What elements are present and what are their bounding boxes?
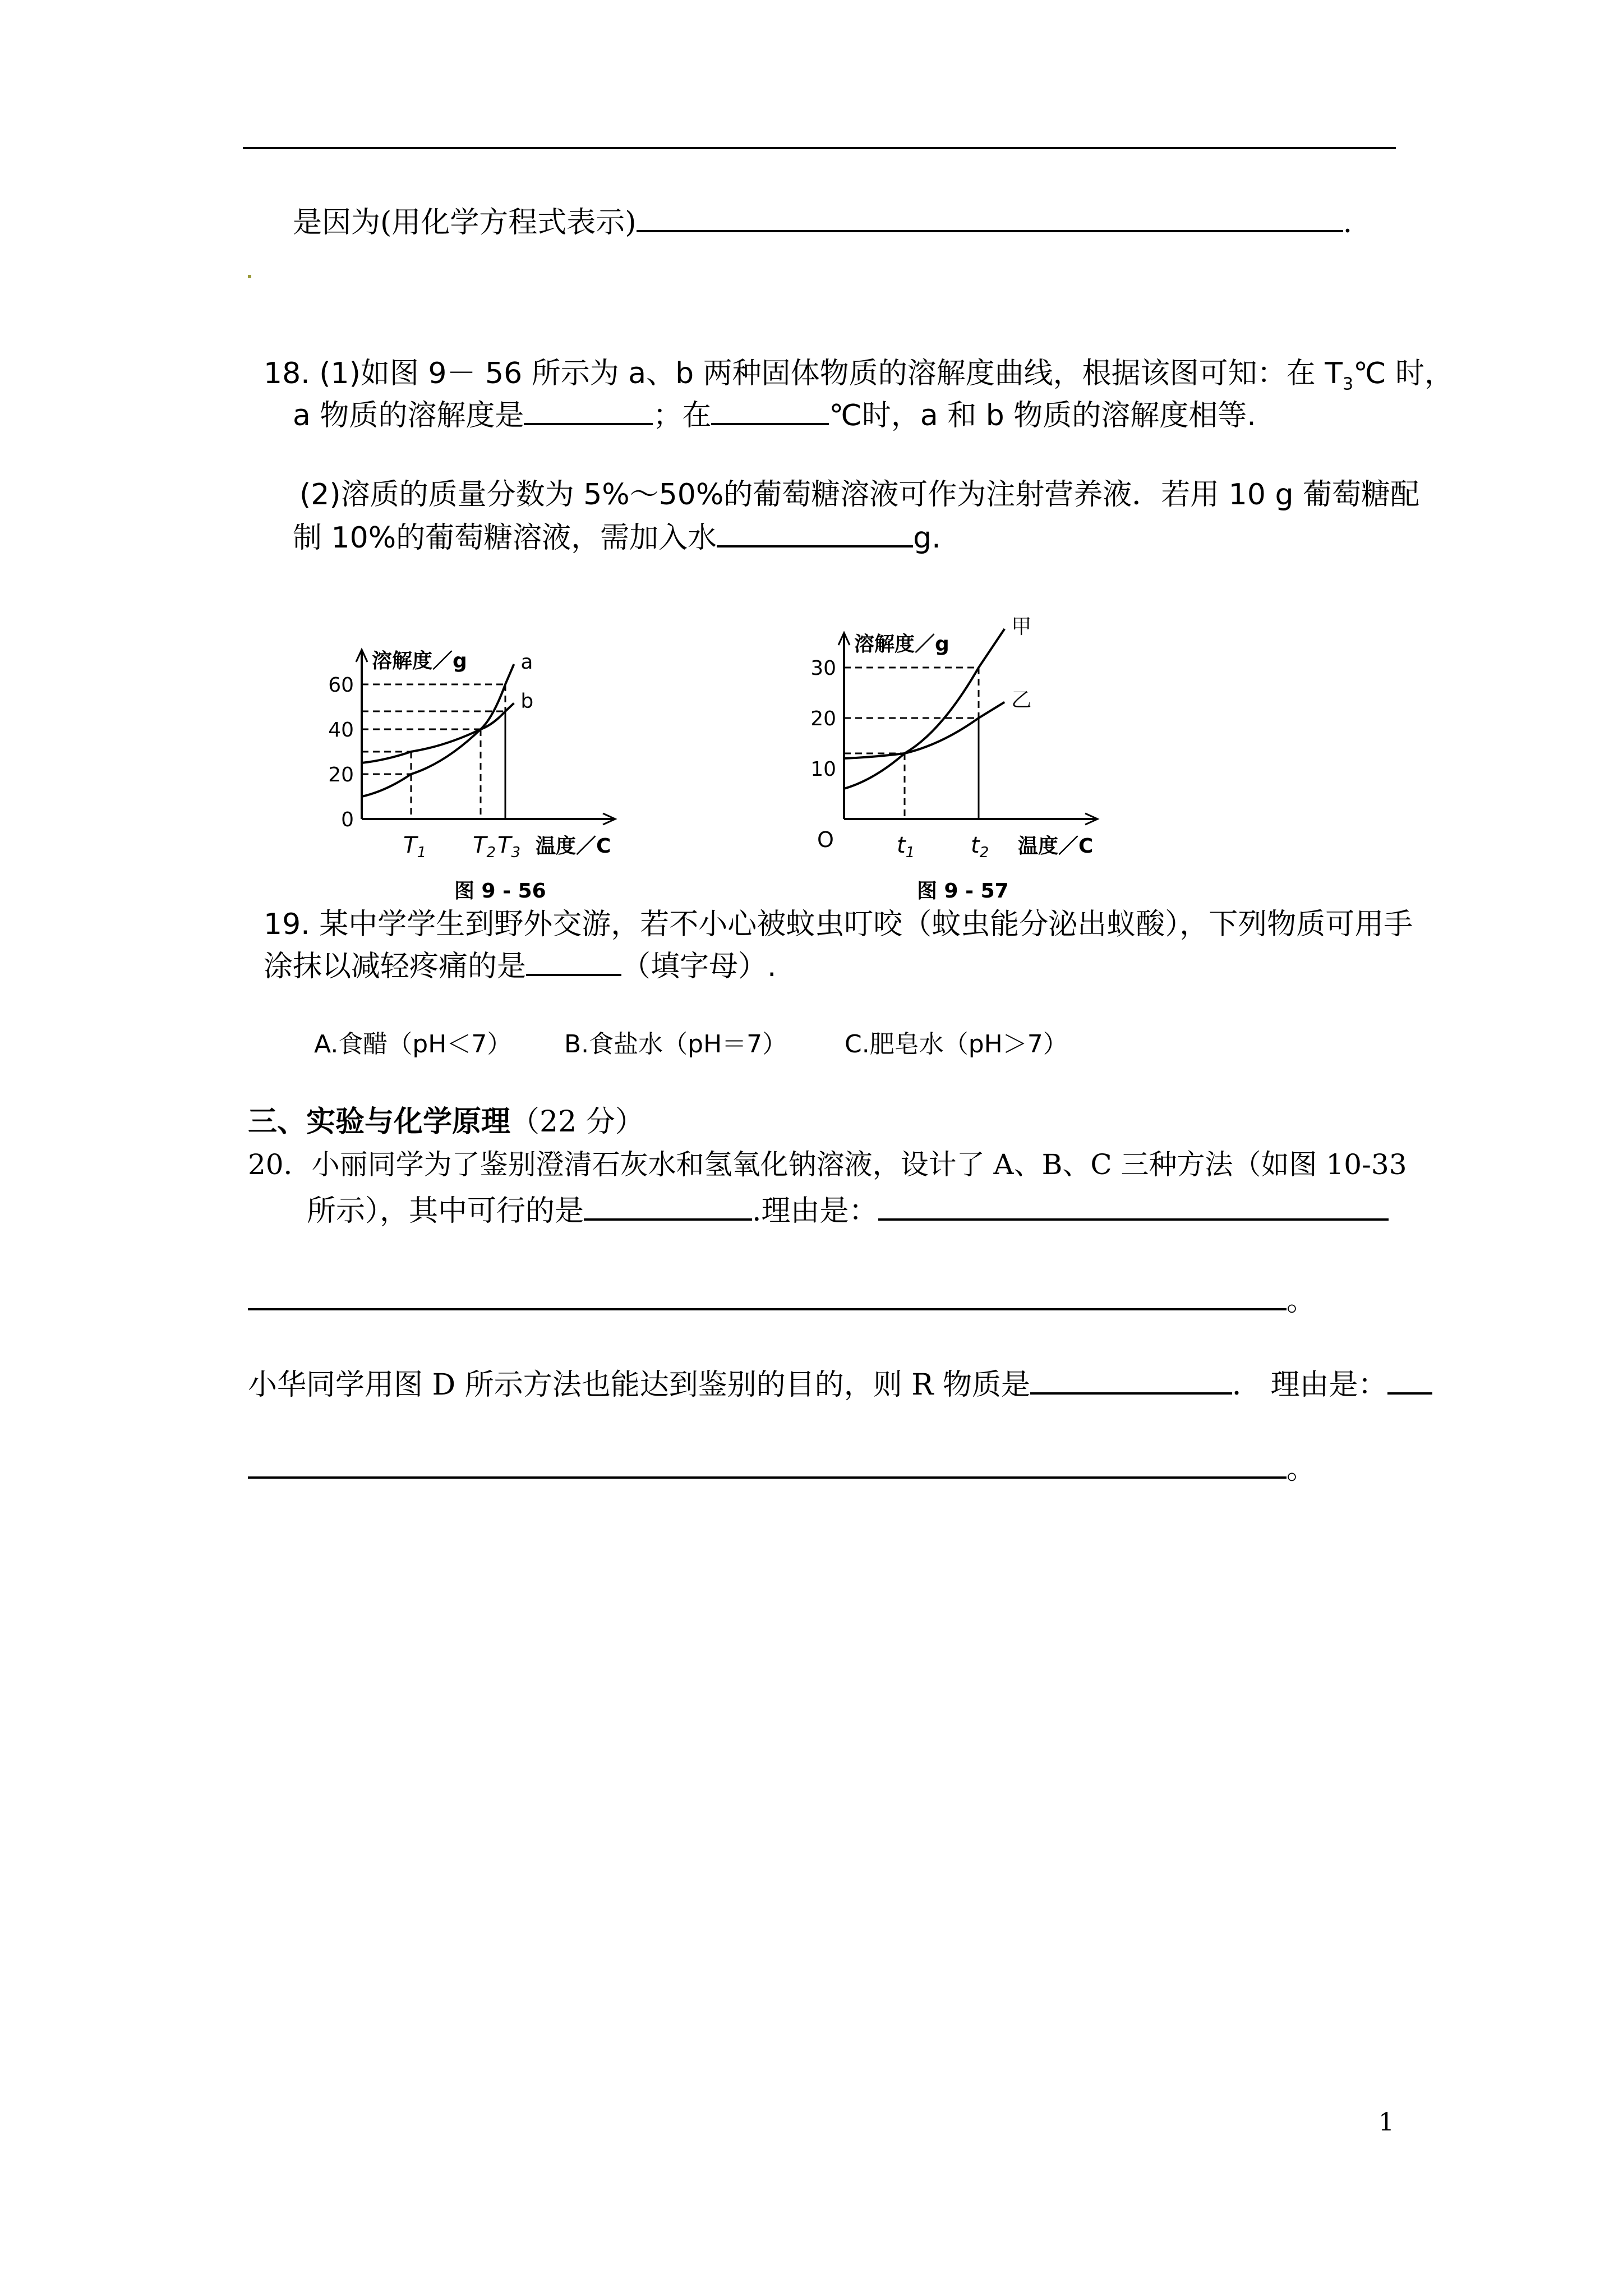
chart2-ytick: 20: [810, 707, 836, 730]
q20-end1: 。: [1287, 1284, 1316, 1318]
q18-p1c: a 物质的溶解度是: [293, 399, 524, 432]
section3-score: （22 分）: [510, 1105, 644, 1139]
q20-reason-blank-4[interactable]: [248, 1448, 1287, 1479]
section3-heading: [248, 1104, 644, 1140]
q18-number: 18.: [264, 357, 310, 390]
q18-p1-sub: 3: [1342, 374, 1354, 394]
q19-text1: 19. 某中学学生到野外交游，若不小心被蚊虫叮咬（蚊虫能分泌出蚁酸），下列物质可用手: [264, 908, 1413, 941]
q17-text: 是因为(用化学方程式表示): [293, 206, 637, 240]
chart1-series-label: a: [520, 651, 533, 674]
q18-line4: [293, 517, 941, 556]
q18-p2b: 制 10%的葡萄糖溶液，需加入水: [293, 521, 717, 555]
q18-p1a: (1)如图 9－ 56 所示为 a、b 两种固体物质的溶解度曲线，根据该图可知：在 T: [319, 357, 1343, 390]
q19-text2a: 涂抹以减轻疼痛的是: [264, 950, 527, 983]
chart1-series-label: b: [520, 689, 534, 713]
chart1-xtick: $T_2$: [473, 832, 496, 861]
q19-answer-blank[interactable]: [526, 946, 621, 976]
q20-text4a: 小华同学用图 D 所示方法也能达到鉴别的目的，则 R 物质是: [248, 1368, 1030, 1402]
q19-options: [314, 1027, 1068, 1062]
q17-line: [293, 202, 1352, 241]
q19-line1: [264, 907, 1413, 942]
chart1-series-b: [362, 703, 514, 763]
chart2-ytick: 10: [810, 758, 836, 781]
q19-option-c: C.肥皂水（pH＞7）: [845, 1030, 1068, 1059]
chart1-ylabel: 溶解度／g: [372, 650, 467, 673]
chart2-xtick: $t_2$: [971, 832, 989, 861]
q20-end2: 。: [1287, 1452, 1316, 1486]
chart2-ylabel: 溶解度／g: [854, 633, 949, 656]
q19-line2: [264, 946, 777, 984]
chart1-xtick: $T_1$: [403, 832, 426, 861]
header-rule: [243, 147, 1396, 149]
chart-fig-9-57: [796, 595, 1155, 909]
chart1-ytick: 0: [341, 808, 354, 831]
q20-line1: [248, 1147, 1407, 1182]
q20-text2b: .理由是：: [752, 1194, 878, 1228]
page-number: 1: [1378, 2108, 1394, 2137]
stray-dot: [248, 275, 251, 278]
q19-text2b: （填字母）.: [621, 950, 777, 983]
q20-line2: [307, 1190, 1389, 1229]
q20-text2a: 所示），其中可行的是: [307, 1194, 584, 1228]
q20-reason-blank-1[interactable]: [878, 1190, 1389, 1221]
q18-p1e: ℃时，a 和 b 物质的溶解度相等.: [829, 399, 1256, 432]
q20-line4: [248, 1364, 1432, 1403]
chart2-title: 图 9 - 57: [917, 880, 1009, 903]
section3-title: 三、实验与化学原理: [248, 1105, 511, 1139]
chart1-xtick: $T_3$: [497, 832, 520, 861]
q18-water-blank[interactable]: [717, 517, 913, 547]
q20-text4b: ． 理由是：: [1232, 1368, 1387, 1402]
chart-fig-9-56: [314, 606, 662, 920]
q20-feasible-blank[interactable]: [584, 1190, 752, 1221]
q18-solubility-blank[interactable]: [524, 395, 653, 425]
q20-reason-blank-2[interactable]: [248, 1280, 1287, 1310]
q17-end: .: [1343, 206, 1353, 240]
chart1-title: 图 9 - 56: [454, 880, 546, 903]
q19-option-a: A.食醋（pH＜7）: [314, 1030, 512, 1059]
q20-line3: [248, 1280, 1316, 1319]
q20-reason-blank-3[interactable]: [1387, 1364, 1432, 1395]
q20-line5: [248, 1448, 1316, 1487]
q20-text1: 20．小丽同学为了鉴别澄清石灰水和氢氧化钠溶液，设计了 A、B、C 三种方法（如图 10-33: [248, 1148, 1407, 1181]
chart2-series-label: 乙: [1011, 688, 1032, 712]
chart1-ytick: 60: [328, 674, 354, 697]
q20-r-substance-blank[interactable]: [1030, 1364, 1232, 1395]
q18-line3: [299, 477, 1419, 513]
chart1-xlabel: 温度／C: [536, 835, 611, 858]
chart1-ytick: 20: [328, 763, 354, 786]
q18-temperature-blank[interactable]: [711, 395, 829, 425]
chart2-series-乙: [844, 702, 1004, 758]
chart2-ytick: 30: [810, 657, 836, 680]
q19-option-b: B.食盐水（pH＝7）: [564, 1030, 787, 1059]
chart2-xtick: $t_1$: [897, 832, 915, 861]
chart2-origin: O: [817, 827, 834, 852]
q18-p2c: g.: [913, 521, 941, 555]
chart2-xlabel: 温度／C: [1018, 835, 1094, 858]
q17-answer-blank[interactable]: [637, 202, 1343, 232]
chart2-series-label: 甲: [1011, 615, 1032, 639]
chart1-ytick: 40: [328, 719, 354, 742]
q18-p1b: ℃ 时，: [1353, 357, 1454, 390]
q18-line2: [293, 395, 1256, 434]
q18-p2a: (2)溶质的质量分数为 5%～50%的葡萄糖溶液可作为注射营养液．若用 10 g 葡萄糖配: [299, 478, 1420, 512]
q18-p1d: ；在: [653, 399, 712, 432]
